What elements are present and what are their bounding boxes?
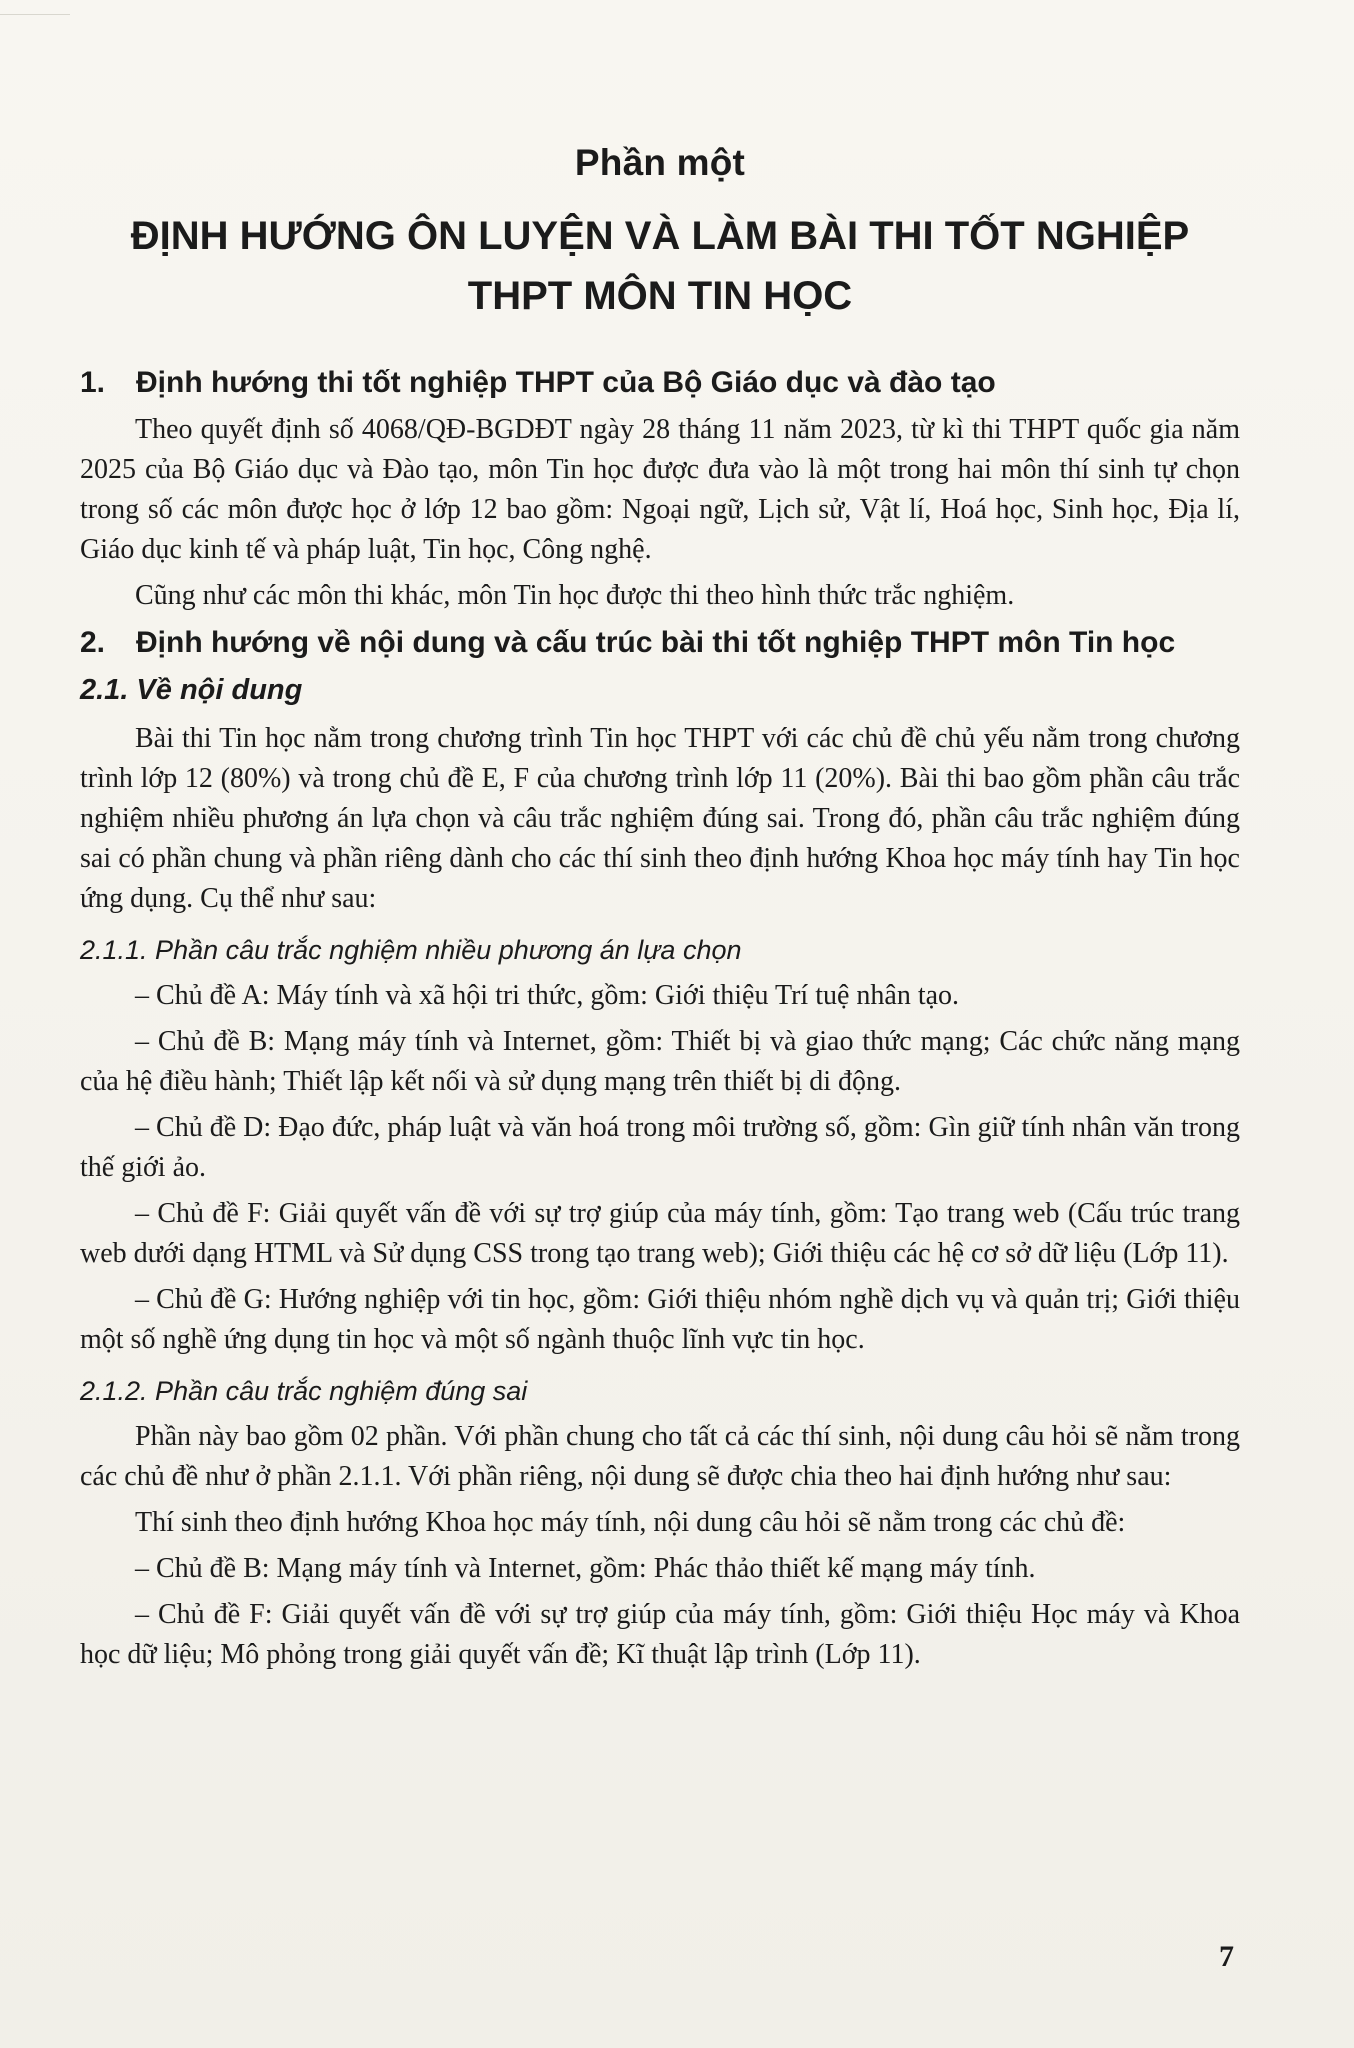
main-title-line-1: ĐỊNH HƯỚNG ÔN LUYỆN VÀ LÀM BÀI THI TỐT NGHIỆP [130, 214, 1190, 258]
subsection-2-1-paragraph: Bài thi Tin học nằm trong chương trình Tin học THPT với các chủ đề chủ yếu nằm trong chương trình lớp 12 (80%) và trong chủ đề E, F của chương trình lớp 11 (20%). Bài thi bao gồm phần câu trắc nghiệm nhiều phương án lựa chọn và câu trắc nghiệm đúng sai. Trong đó, phần câu trắc nghiệm đúng sai có phần chung và phần riêng dành cho các thí sinh theo định hướng Khoa học máy tính hay Tin học ứng dụng. Cụ thể như sau: [80, 723, 1240, 914]
subsection-2-1-2-paragraph-1: Phần này bao gồm 02 phần. Với phần chung cho tất cả các thí sinh, nội dung câu hỏi sẽ nằm trong các chủ đề như ở phần 2.1.1. Với phần riêng, nội dung sẽ được chia theo hai định hướng như sau: [80, 1421, 1240, 1492]
page-content [80, 130, 1240, 1681]
section-1-heading [80, 366, 1240, 400]
subsection-2-1-2-heading: 2.1.2. Phần câu trắc nghiệm đúng sai [80, 1376, 528, 1406]
topic-item-f: – Chủ đề F: Giải quyết vấn đề với sự trợ giúp của máy tính, gồm: Tạo trang web (Cấu trúc trang web dưới dạng HTML và Sử dụng CSS trong tạo trang web); Giới thiệu các hệ cơ sở dữ liệu (Lớp 11). [80, 1198, 1240, 1269]
topic-item-g: – Chủ đề G: Hướng nghiệp với tin học, gồm: Giới thiệu nhóm nghề dịch vụ và quản trị; Giới thiệu một số nghề ứng dụng tin học và một số ngành thuộc lĩnh vực tin học. [80, 1284, 1240, 1355]
section-1-paragraph-2: Cũng như các môn thi khác, môn Tin học được thi theo hình thức trắc nghiệm. [135, 580, 1015, 611]
subsection-2-1-2-item-f: – Chủ đề F: Giải quyết vấn đề với sự trợ giúp của máy tính, gồm: Giới thiệu Học máy và Khoa học dữ liệu; Mô phỏng trong giải quyết vấn đề; Kĩ thuật lập trình (Lớp 11). [80, 1599, 1240, 1670]
subsection-2-1-heading: 2.1. Về nội dung [80, 674, 303, 706]
subsection-2-1-2-paragraph-2: Thí sinh theo định hướng Khoa học máy tính, nội dung câu hỏi sẽ nằm trong các chủ đề: [135, 1507, 1126, 1538]
main-title [80, 206, 1240, 326]
section-1-title: Định hướng thi tốt nghiệp THPT của Bộ Giáo dục và đào tạo [136, 366, 996, 399]
section-2-number: 2. [80, 626, 106, 659]
section-2-title: Định hướng về nội dung và cấu trúc bài thi tốt nghiệp THPT môn Tin học [136, 626, 1176, 659]
part-label: Phần một [574, 142, 746, 183]
page-number: 7 [1219, 1940, 1234, 1973]
main-title-line-2: THPT MÔN TIN HỌC [467, 274, 853, 318]
section-1-number: 1. [80, 366, 106, 399]
section-2-heading [80, 626, 1240, 660]
page-corner-mark [0, 0, 70, 15]
section-1-paragraph-1: Theo quyết định số 4068/QĐ-BGDĐT ngày 28 tháng 11 năm 2023, từ kì thi THPT quốc gia năm 2025 của Bộ Giáo dục và Đào tạo, môn Tin học được đưa vào là một trong hai môn thí sinh tự chọn trong số các môn được học ở lớp 12 bao gồm: Ngoại ngữ, Lịch sử, Vật lí, Hoá học, Sinh học, Địa lí, Giáo dục kinh tế và pháp luật, Tin học, Công nghệ. [80, 414, 1240, 565]
topic-item-d: – Chủ đề D: Đạo đức, pháp luật và văn hoá trong môi trường số, gồm: Gìn giữ tính nhân văn trong thế giới ảo. [80, 1112, 1240, 1183]
topic-item-b: – Chủ đề B: Mạng máy tính và Internet, gồm: Thiết bị và giao thức mạng; Các chức năng mạng của hệ điều hành; Thiết lập kết nối và sử dụng mạng trên thiết bị di động. [80, 1026, 1240, 1097]
subsection-2-1-1-heading: 2.1.1. Phần câu trắc nghiệm nhiều phương án lựa chọn [80, 935, 742, 965]
subsection-2-1-2-item-b: – Chủ đề B: Mạng máy tính và Internet, gồm: Phác thảo thiết kế mạng máy tính. [135, 1553, 1036, 1584]
topic-item-a: – Chủ đề A: Máy tính và xã hội tri thức, gồm: Giới thiệu Trí tuệ nhân tạo. [135, 980, 960, 1011]
